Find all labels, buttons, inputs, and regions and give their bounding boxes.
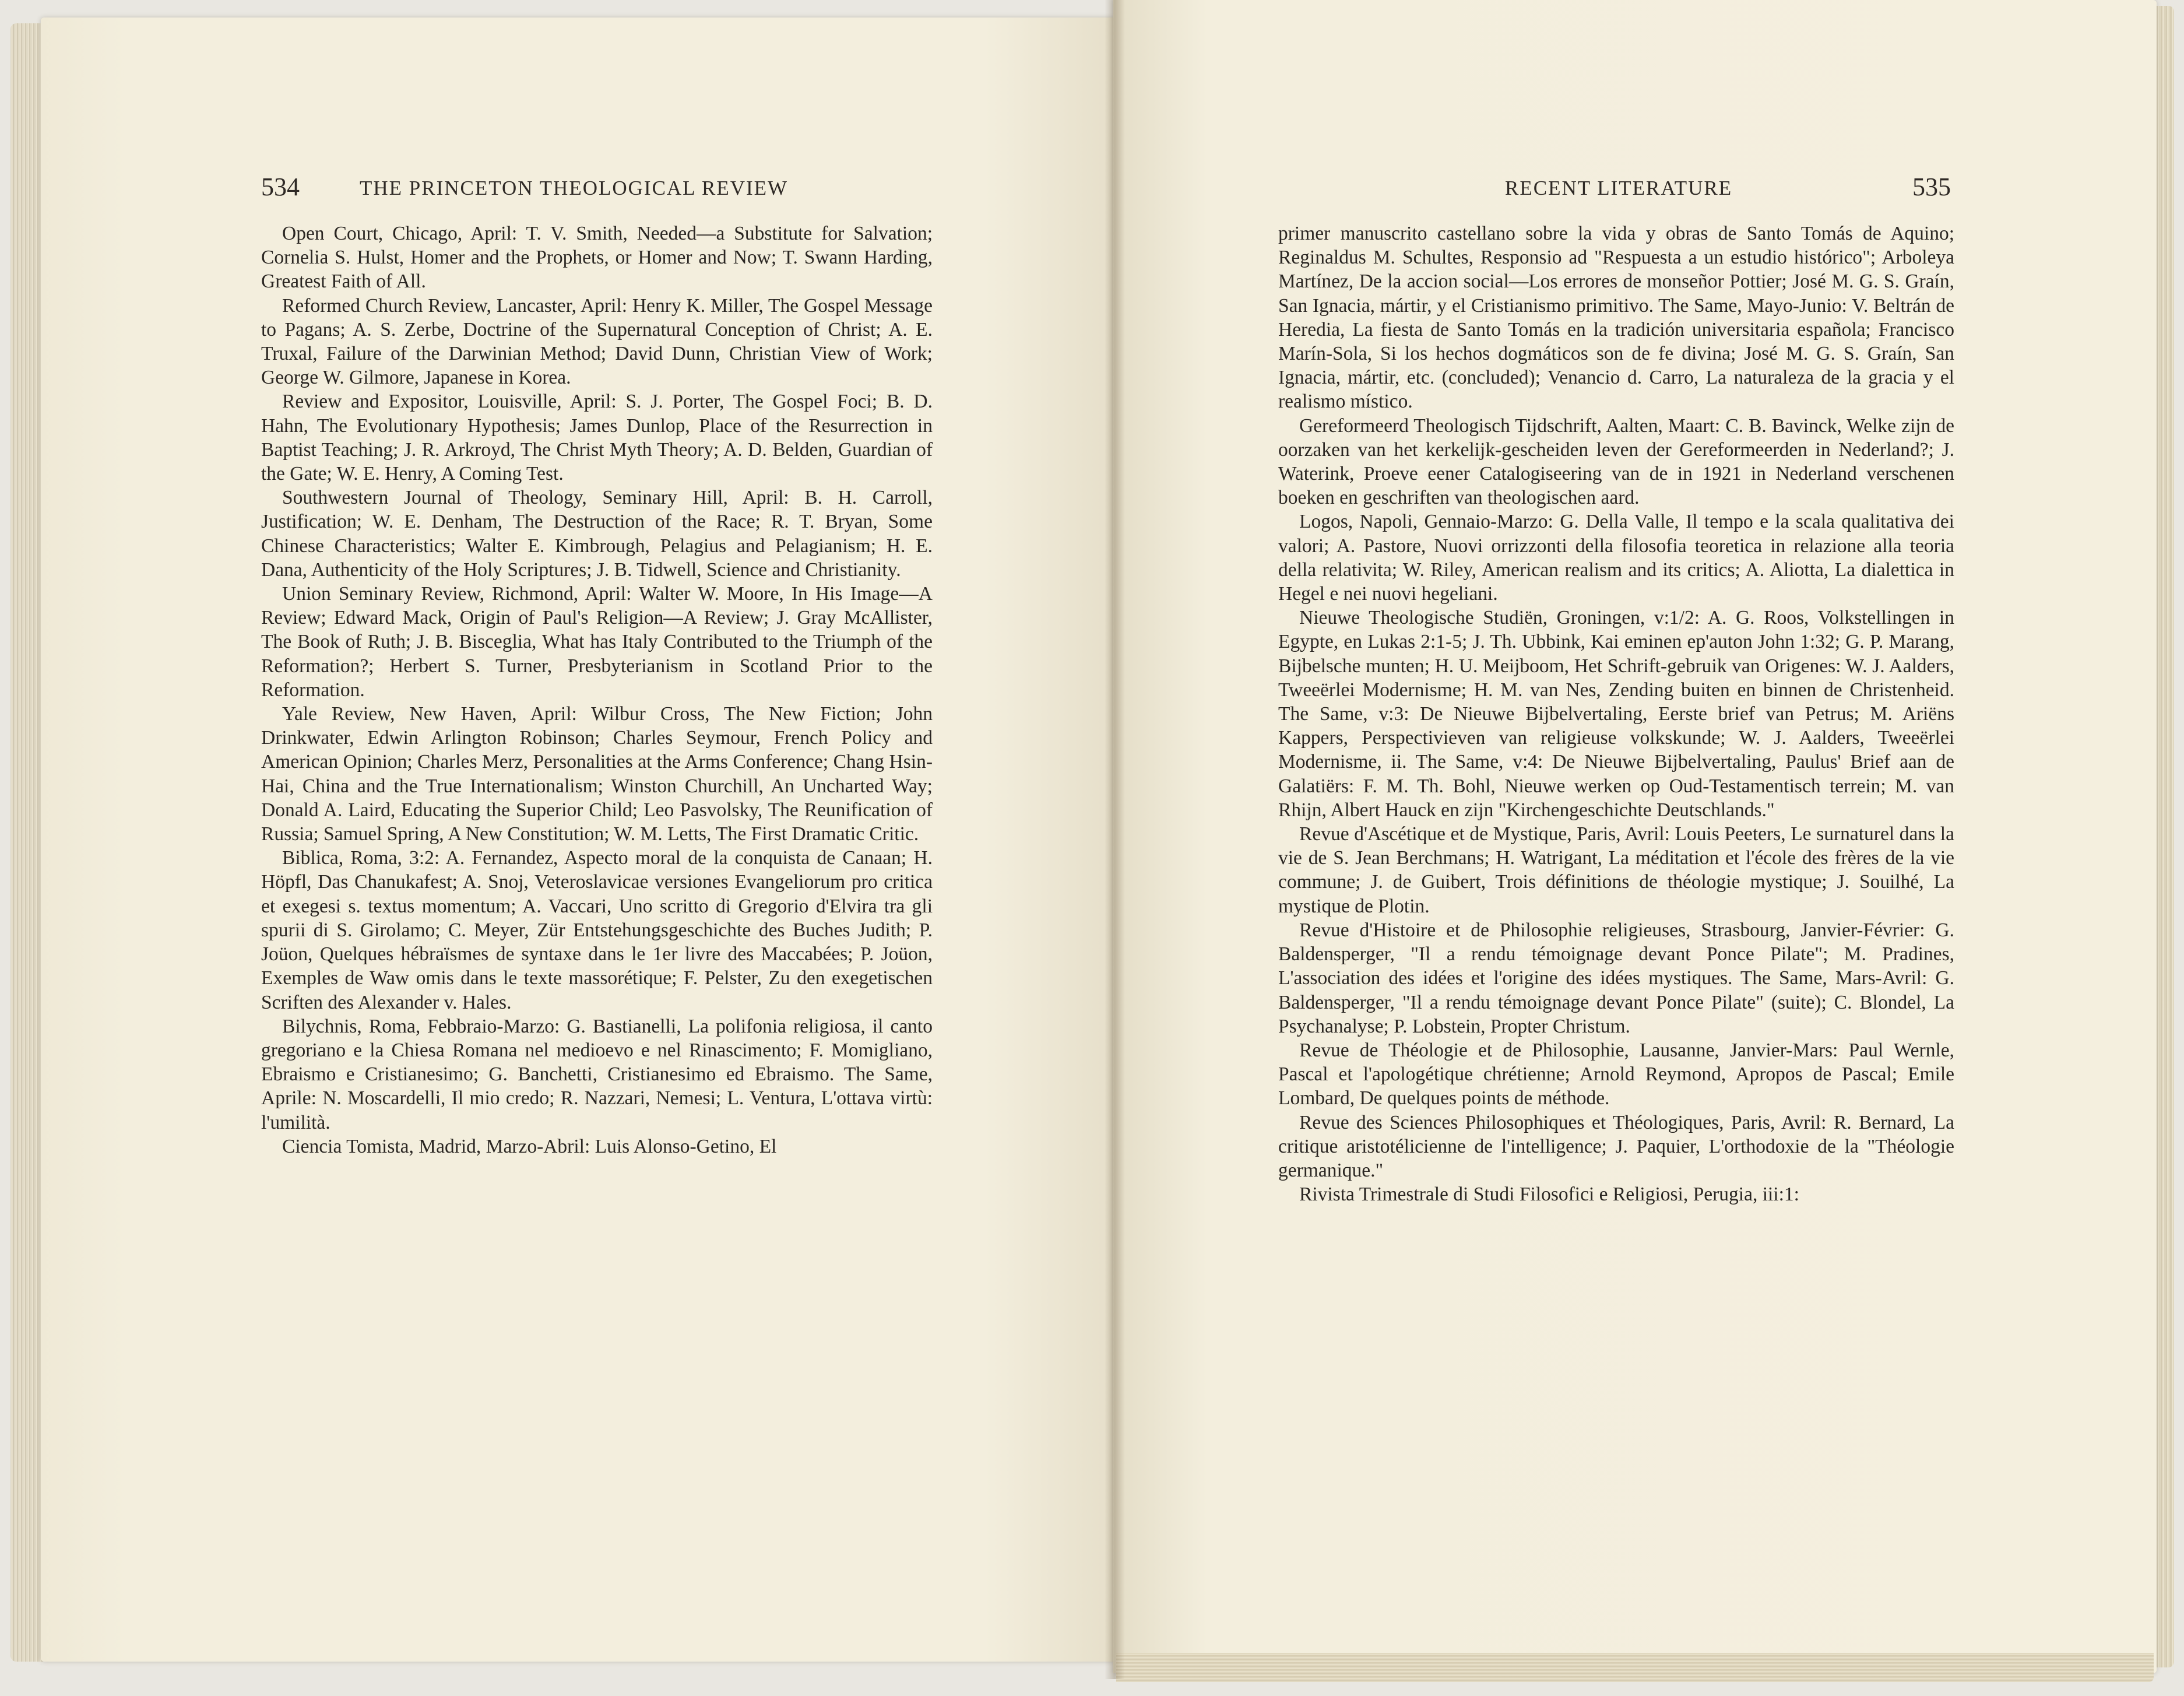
entry-paragraph: Gereformeerd Theologisch Tijdschrift, Aalten, Maart: C. B. Bavinck, Welke zijn de oorzaken van het kerkelijk-gescheiden leven der Gereformeerden in Nederland?; J. Waterink, Proeve eener Catalogiseering van de in 1921 in Nederland verschenen boeken en geschriften van theologischen aard. (1278, 415, 1954, 509)
bottom-page-edges (1116, 1653, 2154, 1682)
gutter (1105, 0, 1125, 1679)
entry-paragraph: Revue d'Histoire et de Philosophie religieuses, Strasbourg, Janvier-Février: G. Baldensperger, "Il a rendu témoignage devant Ponce Pilate"; M. Pradines, L'association des idées et l'origine des idées mystiques. The Same, Mars-Avril: G. Baldensperger, "Il a rendu témoignage devant Ponce Pilate" (suite); C. Blondel, La Psychanalyse; P. Lobstein, Propter Christum. (1278, 919, 1954, 1037)
entry-paragraph: Logos, Napoli, Gennaio-Marzo: G. Della Valle, Il tempo e la scala qualitativa dei valori; A. Pastore, Nuovi orrizzonti della filosofia teoretica in relazione alla teoria della relativita; W. Riley, American realism and its critics; A. Aliotta, La dialettica in Hegel e nei nuovi hegeliani. (1278, 511, 1954, 605)
entry-paragraph: Revue de Théologie et de Philosophie, Lausanne, Janvier-Mars: Paul Wernle, Pascal et l'apologétique chrétienne; Arnold Reymond, Apropos de Pascal; Emile Lombard, De quelques points de méthode. (1278, 1039, 1954, 1109)
entry-paragraph: Revue des Sciences Philosophiques et Théologiques, Paris, Avril: R. Bernard, La critique aristotélicienne de l'intelligence; J. Paquier, L'orthodoxie de la "Théologie germanique." (1278, 1111, 1954, 1181)
entry-paragraph: Ciencia Tomista, Madrid, Marzo-Abril: Luis Alonso-Getino, El (282, 1135, 777, 1157)
entry-paragraph: Review and Expositor, Louisville, April: S. J. Porter, The Gospel Foci; B. D. Hahn, The Evolutionary Hypothesis; James Dunlop, Place of the Resurrection in Baptist Teaching; J. R. Arkroyd, The Christ Myth Theory; A. D. Belden, Guardian of the Gate; W. E. Henry, A Coming Test. (261, 391, 933, 485)
right-running-head: RECENT LITERATURE (1505, 177, 1733, 199)
right-text-column (1278, 222, 1954, 1206)
entry-paragraph: Yale Review, New Haven, April: Wilbur Cross, The New Fiction; John Drinkwater, Edwin Arlington Robinson; Charles Seymour, French Policy and American Opinion; Charles Merz, Personalities at the Arms Conference; Chang Hsin-Hai, China and the True Internationalism; Winston Churchill, An Uncharted Way; Donald A. Laird, Educating the Superior Child; Leo Pasvolsky, The Reunification of Russia; Samuel Spring, A New Constitution; W. M. Letts, The First Dramatic Critic. (261, 703, 933, 845)
entry-paragraph: Southwestern Journal of Theology, Seminary Hill, April: B. H. Carroll, Justification; W. E. Denham, The Destruction of the Race; R. T. Bryan, Some Chinese Characteristics; Walter E. Kimbrough, Pelagius and Pelagianism; H. E. Dana, Authenticity of the Holy Scriptures; J. B. Tidwell, Science and Christianity. (261, 487, 933, 581)
right-page-number: 535 (1912, 173, 1951, 201)
entry-paragraph: Rivista Trimestrale di Studi Filosofici e Religiosi, Perugia, iii:1: (1299, 1184, 1799, 1206)
entry-paragraph: Reformed Church Review, Lancaster, April: Henry K. Miller, The Gospel Message to Pagans; A. S. Zerbe, Doctrine of the Supernatural Conception of Christ; A. E. Truxal, Failure of the Darwinian Method; David Dunn, Christian View of Work; George W. Gilmore, Japanese in Korea. (261, 294, 933, 389)
left-page-number: 534 (261, 173, 300, 201)
left-running-head: THE PRINCETON THEOLOGICAL REVIEW (360, 177, 789, 199)
entry-paragraph: Union Seminary Review, Richmond, April: Walter W. Moore, In His Image—A Review; Edward Mack, Origin of Paul's Religion—A Review; J. Gray McAllister, The Book of Ruth; J. B. Bisceglia, What has Italy Contributed to the Triumph of the Reformation?; Herbert S. Turner, Presbyterianism in Scotland Prior to the Reformation. (261, 583, 933, 701)
entry-paragraph: Nieuwe Theologische Studiën, Groningen, v:1/2: A. G. Roos, Volkstellingen in Egypte, en Lukas 2:1-5; J. Th. Ubbink, Kai eminen ep'auton John 1:32; G. P. Marang, Bijbelsche munten; H. U. Meijboom, Het Schrift-gebruik van Origenes: W. J. Aalders, Tweeërlei Modernisme; H. M. van Nes, Zending buiten en binnen de Christenheid. The Same, v:3: De Nieuwe Bijbelvertaling, Eerste brief van Petrus; M. Ariëns Kappers, Perspectivieven van religieuse volkskunde; W. J. Aalders, Tweeërlei Modernisme, ii. The Same, v:4: De Nieuwe Bijbelvertaling, Paulus' Brief aan de Galatiërs: F. M. Th. Bohl, Nieuwe werken op Oud-Testamentisch terrein; M. van Rhijn, Albert Hauck en zijn "Kirchengeschichte Deutschlands." (1278, 607, 1954, 821)
entry-paragraph: Biblica, Roma, 3:2: A. Fernandez, Aspecto moral de la conquista de Canaan; H. Höpfl, Das Chanukafest; A. Snoj, Veteroslavicae versiones Evangeliorum pro critica et exegesi s. textus momentum; A. Vaccari, Uno scritto di Gregorio d'Elvira tra gli spurii di S. Girolamo; C. Meyer, Zür Entstehungsgeschichte des Buches Judith; P. Joüon, Quelques hébraïsmes de syntaxe dans le 1er livre des Maccabées; P. Joüon, Exemples de Waw omis dans le texte massorétique; F. Pelster, Zu den exegetischen Scriften des Alexander v. Hales. (261, 847, 933, 1013)
left-page-edges (10, 23, 45, 1662)
left-text-column (261, 222, 933, 1158)
entry-paragraph: Bilychnis, Roma, Febbraio-Marzo: G. Bastianelli, La polifonia religiosa, il canto gregoriano e la Chiesa Romana nel medioevo e nel Rinascimento; F. Momigliano, Ebraismo e Cristianesimo; G. Banchetti, Cristianesimo ed Ebraismo. The Same, Aprile: N. Moscardelli, Il mio credo; R. Nazzari, Nemesi; L. Ventura, L'ottava virtù: l'umilità. (261, 1015, 933, 1133)
entry-paragraph: primer manuscrito castellano sobre la vida y obras de Santo Tomás de Aquino; Reginaldus M. Schultes, Responsio ad "Respuesta a un estudio histórico"; Arboleya Martínez, De la accion social—Los errores de monseñor Pottier; José M. G. S. Graín, San Ignacia, mártir, y el Cristianismo primitivo. The Same, Mayo-Junio: V. Beltrán de Heredia, La fiesta de Santo Tomás en la tradición universitaria española; Francisco Marín-Sola, Si los hechos dogmáticos son de fe divina; José M. G. S. Graín, San Ignacia, mártir, etc. (concluded); Venancio d. Carro, La naturaleza de la gracia y el realismo místico. (1278, 223, 1954, 413)
entry-paragraph: Open Court, Chicago, April: T. V. Smith, Needed—a Substitute for Salvation; Cornelia S. Hulst, Homer and the Prophets, or Homer and Now; T. Swann Harding, Greatest Faith of All. (261, 223, 933, 293)
entry-paragraph: Revue d'Ascétique et de Mystique, Paris, Avril: Louis Peeters, Le surnaturel dans la vie de S. Jean Berchmans; H. Watrigant, La méditation et l'école des frères de la vie commune; J. de Guibert, Trois définitions de théologie mystique; J. Souilhé, La mystique de Plotin. (1278, 823, 1954, 917)
